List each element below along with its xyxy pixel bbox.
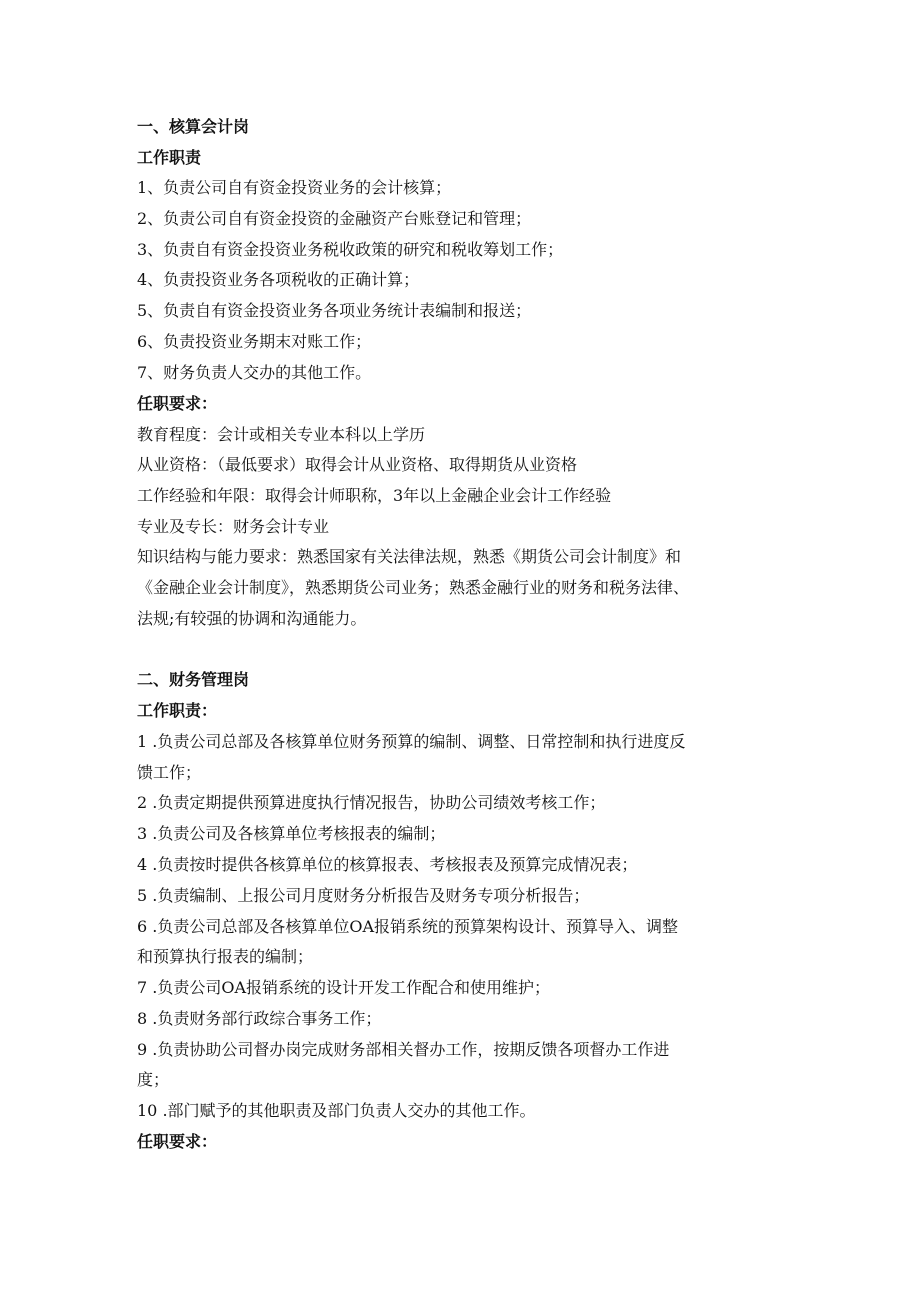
section-1-heading: 一、核算会计岗 bbox=[137, 117, 250, 136]
section-2-duty-item: 2 .负责定期提供预算进度执行情况报告，协助公司绩效考核工作； bbox=[137, 793, 606, 812]
section-1-requirements-heading: 任职要求： bbox=[137, 394, 218, 413]
section-2-heading: 二、财务管理岗 bbox=[137, 670, 250, 689]
section-2-duty-item: 4 .负责按时提供各核算单位的核算报表、考核报表及预算完成情况表； bbox=[137, 855, 638, 874]
section-1-duty-item: 3、负责自有资金投资业务税收政策的研究和税收筹划工作； bbox=[137, 240, 564, 259]
section-2-duty-item: 5 .负责编制、上报公司月度财务分析报告及财务专项分析报告； bbox=[137, 886, 590, 905]
section-1-requirement-item: 工作经验和年限：取得会计师职称，3年以上金融企业会计工作经验 bbox=[137, 486, 612, 505]
section-2-duty-item: 1 .负责公司总部及各核算单位财务预算的编制、调整、日常控制和执行进度反 bbox=[137, 732, 686, 751]
section-1-duties-heading: 工作职责 bbox=[137, 148, 202, 167]
section-2-duty-item: 馈工作； bbox=[137, 763, 202, 782]
section-2-duty-item: 9 .负责协助公司督办岗完成财务部相关督办工作，按期反馈各项督办工作进 bbox=[137, 1040, 670, 1059]
section-2-duties-heading: 工作职责： bbox=[137, 701, 218, 720]
section-1-duty-item: 4、负责投资业务各项税收的正确计算； bbox=[137, 270, 420, 289]
section-2-requirements-heading: 任职要求： bbox=[137, 1132, 218, 1151]
section-1-requirement-item: 专业及专长：财务会计专业 bbox=[137, 517, 330, 536]
section-1-requirement-item: 法规;有较强的协调和沟通能力。 bbox=[137, 609, 367, 628]
section-1-requirement-item: 从业资格：（最低要求）取得会计从业资格、取得期货从业资格 bbox=[137, 455, 578, 474]
section-2-duty-item: 7 .负责公司OA报销系统的设计开发工作配合和使用维护； bbox=[137, 978, 551, 997]
section-1-duty-item: 6、负责投资业务期末对账工作； bbox=[137, 332, 372, 351]
section-1-requirement-item: 教育程度：会计或相关专业本科以上学历 bbox=[137, 425, 426, 444]
section-2-duty-item: 8 .负责财务部行政综合事务工作； bbox=[137, 1009, 382, 1028]
section-1-duty-item: 2、负责公司自有资金投资的金融资产台账登记和管理； bbox=[137, 209, 532, 228]
section-2-duty-item: 10 .部门赋予的其他职责及部门负责人交办的其他工作。 bbox=[137, 1101, 536, 1120]
section-1-duty-item: 5、负责自有资金投资业务各项业务统计表编制和报送； bbox=[137, 301, 532, 320]
section-1-duty-item: 7、财务负责人交办的其他工作。 bbox=[137, 363, 372, 382]
section-2-duty-item: 6 .负责公司总部及各核算单位OA报销系统的预算架构设计、预算导入、调整 bbox=[137, 917, 679, 936]
section-2-duty-item: 和预算执行报表的编制； bbox=[137, 947, 314, 966]
section-1-requirement-item: 《金融企业会计制度》，熟悉期货公司业务；熟悉金融行业的财务和税务法律、 bbox=[137, 578, 690, 597]
section-2-duty-item: 3 .负责公司及各核算单位考核报表的编制； bbox=[137, 824, 446, 843]
section-2-duty-item: 度； bbox=[137, 1070, 170, 1089]
section-1-requirement-item: 知识结构与能力要求：熟悉国家有关法律法规，熟悉《期货公司会计制度》和 bbox=[137, 547, 682, 566]
section-1-duty-item: 1、负责公司自有资金投资业务的会计核算； bbox=[137, 178, 452, 197]
